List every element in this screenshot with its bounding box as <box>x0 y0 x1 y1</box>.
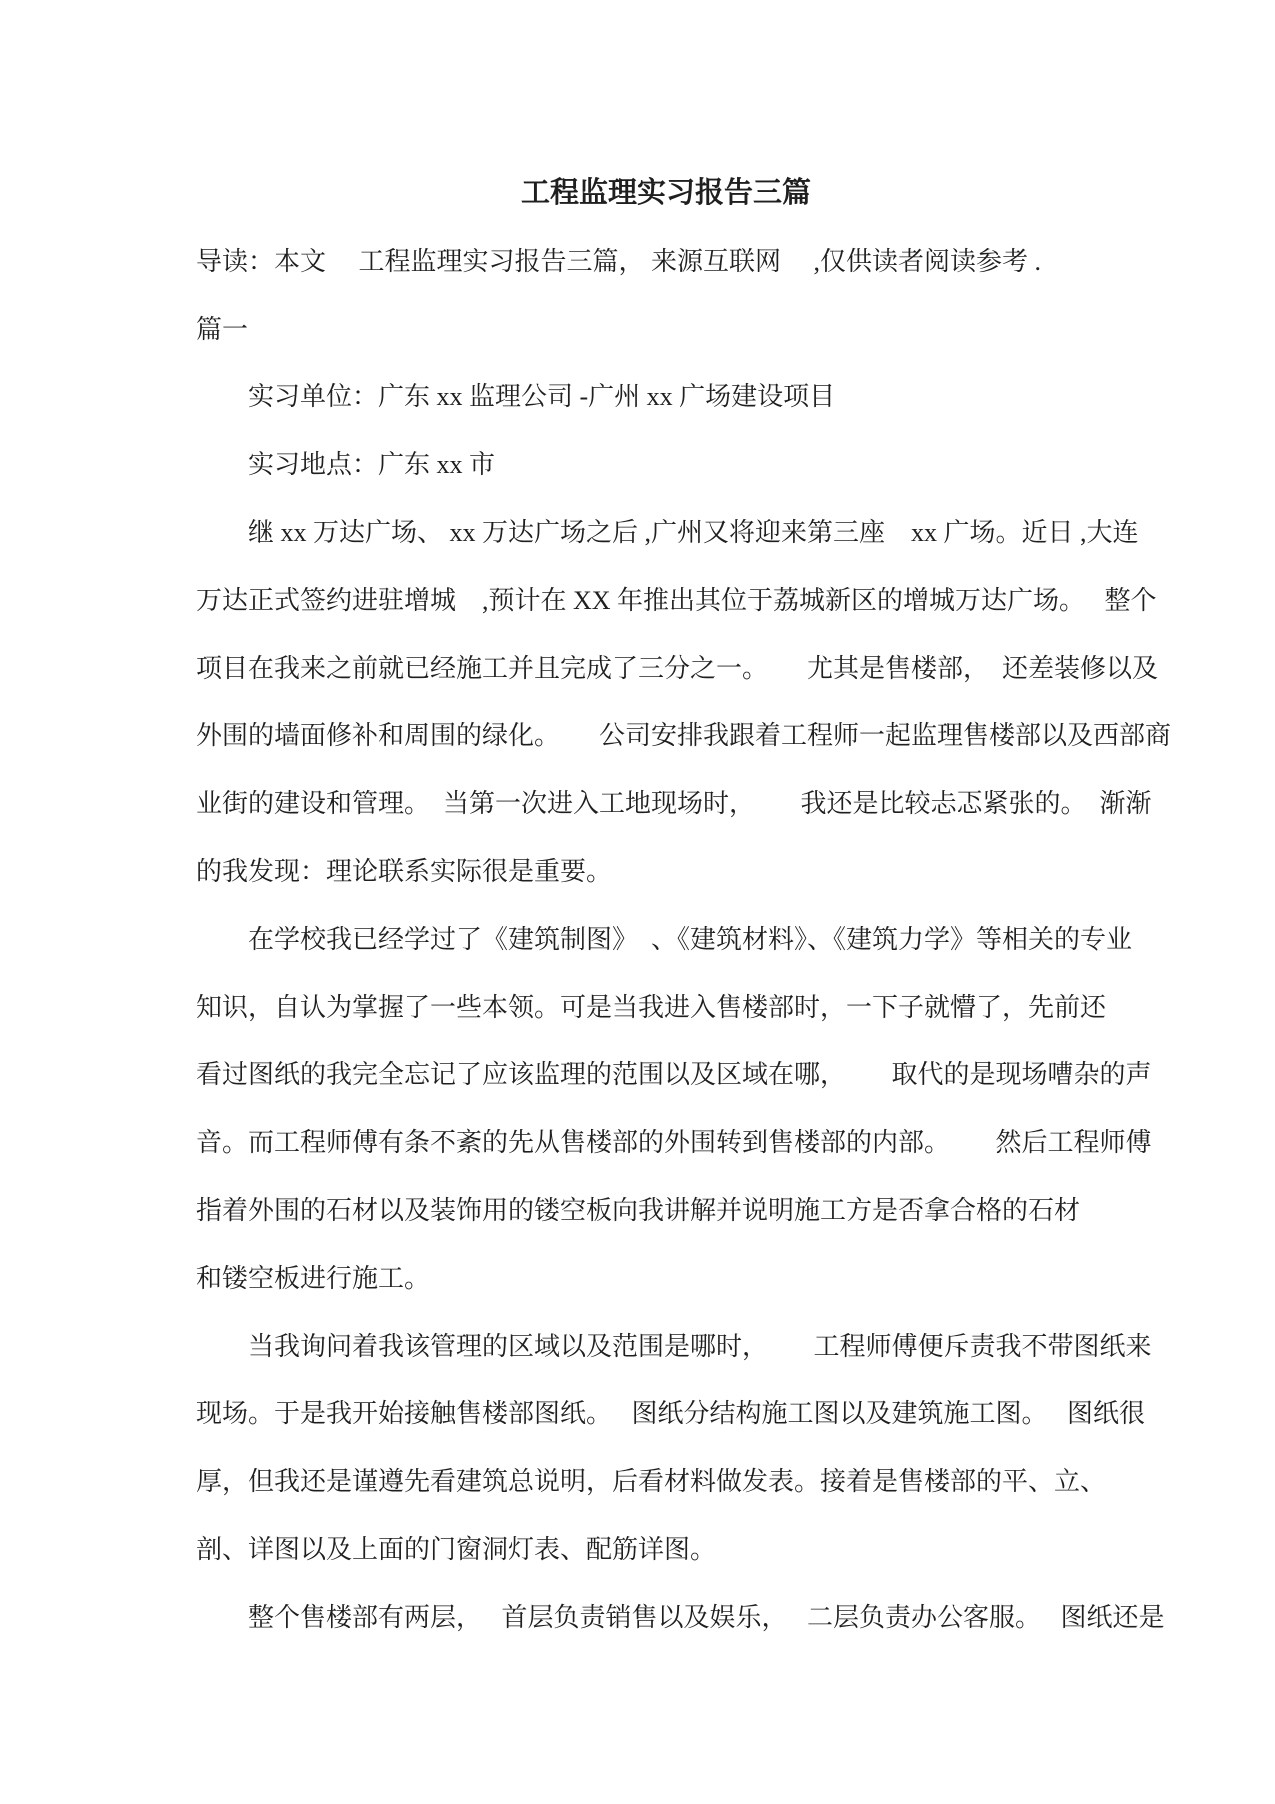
text-line: 音。而工程师傅有条不紊的先从售楼部的外围转到售楼部的内部。 然后工程师傅 <box>196 1128 1152 1158</box>
text-line: 的我发现：理论联系实际很是重要。 <box>196 856 613 886</box>
text-line: 整个售楼部有两层， 首层负责销售以及娱乐， 二层负责办公客服。 图纸还是 <box>196 1602 1165 1632</box>
text-line: 导读：本文 工程监理实习报告三篇， 来源互联网 ,仅供读者阅读参考 . <box>196 246 1042 276</box>
text-line: 项目在我来之前就已经施工并且完成了三分之一。 尤其是售楼部， 还差装修以及 <box>196 653 1159 683</box>
text-line: 厚，但我还是谨遵先看建筑总说明，后看材料做发表。接着是售楼部的平、立、 <box>196 1467 1107 1497</box>
text-line: 篇一 <box>196 314 249 344</box>
text-line: 在学校我已经学过了《建筑制图》 、《建筑材料》、《建筑力学》等相关的专业 <box>196 924 1133 954</box>
text-line: 实习地点：广东 xx 市 <box>196 450 496 480</box>
text-line: 业街的建设和管理。 当第一次进入工地现场时， 我还是比较忐忑紧张的。 渐渐 <box>196 789 1152 819</box>
document-content <box>196 160 1172 1652</box>
text-line: 外围的墙面修补和周围的绿化。 公司安排我跟着工程师一起监理售楼部以及西部商 <box>196 721 1172 751</box>
text-line: 指着外围的石材以及装饰用的镂空板向我讲解并说明施工方是否拿合格的石材 <box>196 1195 1081 1225</box>
text-line: 和镂空板进行施工。 <box>196 1263 431 1293</box>
text-line: 剖、详图以及上面的门窗洞灯表、配筋详图。 <box>196 1534 717 1564</box>
text-line: 实习单位：广东 xx 监理公司 -广州 xx 广场建设项目 <box>196 382 836 412</box>
text-line: 当我询问着我该管理的区域以及范围是哪时， 工程师傅便斥责我不带图纸来 <box>196 1331 1152 1361</box>
text-line: 万达正式签约进驻增城 ,预计在 XX 年推出其位于荔城新区的增城万达广场。 整个 <box>196 585 1157 615</box>
text-line: 看过图纸的我完全忘记了应该监理的范围以及区域在哪， 取代的是现场嘈杂的声 <box>196 1060 1152 1090</box>
text-line: 知识，自认为掌握了一些本领。可是当我进入售楼部时，一下子就懵了，先前还 <box>196 992 1107 1022</box>
document-title: 工程监理实习报告三篇 <box>520 177 811 209</box>
text-line: 现场。于是我开始接触售楼部图纸。 图纸分结构施工图以及建筑施工图。 图纸很 <box>196 1399 1146 1429</box>
text-line: 继 xx 万达广场、 xx 万达广场之后 ,广州又将迎来第三座 xx 广场。近日 ,大连 <box>196 517 1139 547</box>
